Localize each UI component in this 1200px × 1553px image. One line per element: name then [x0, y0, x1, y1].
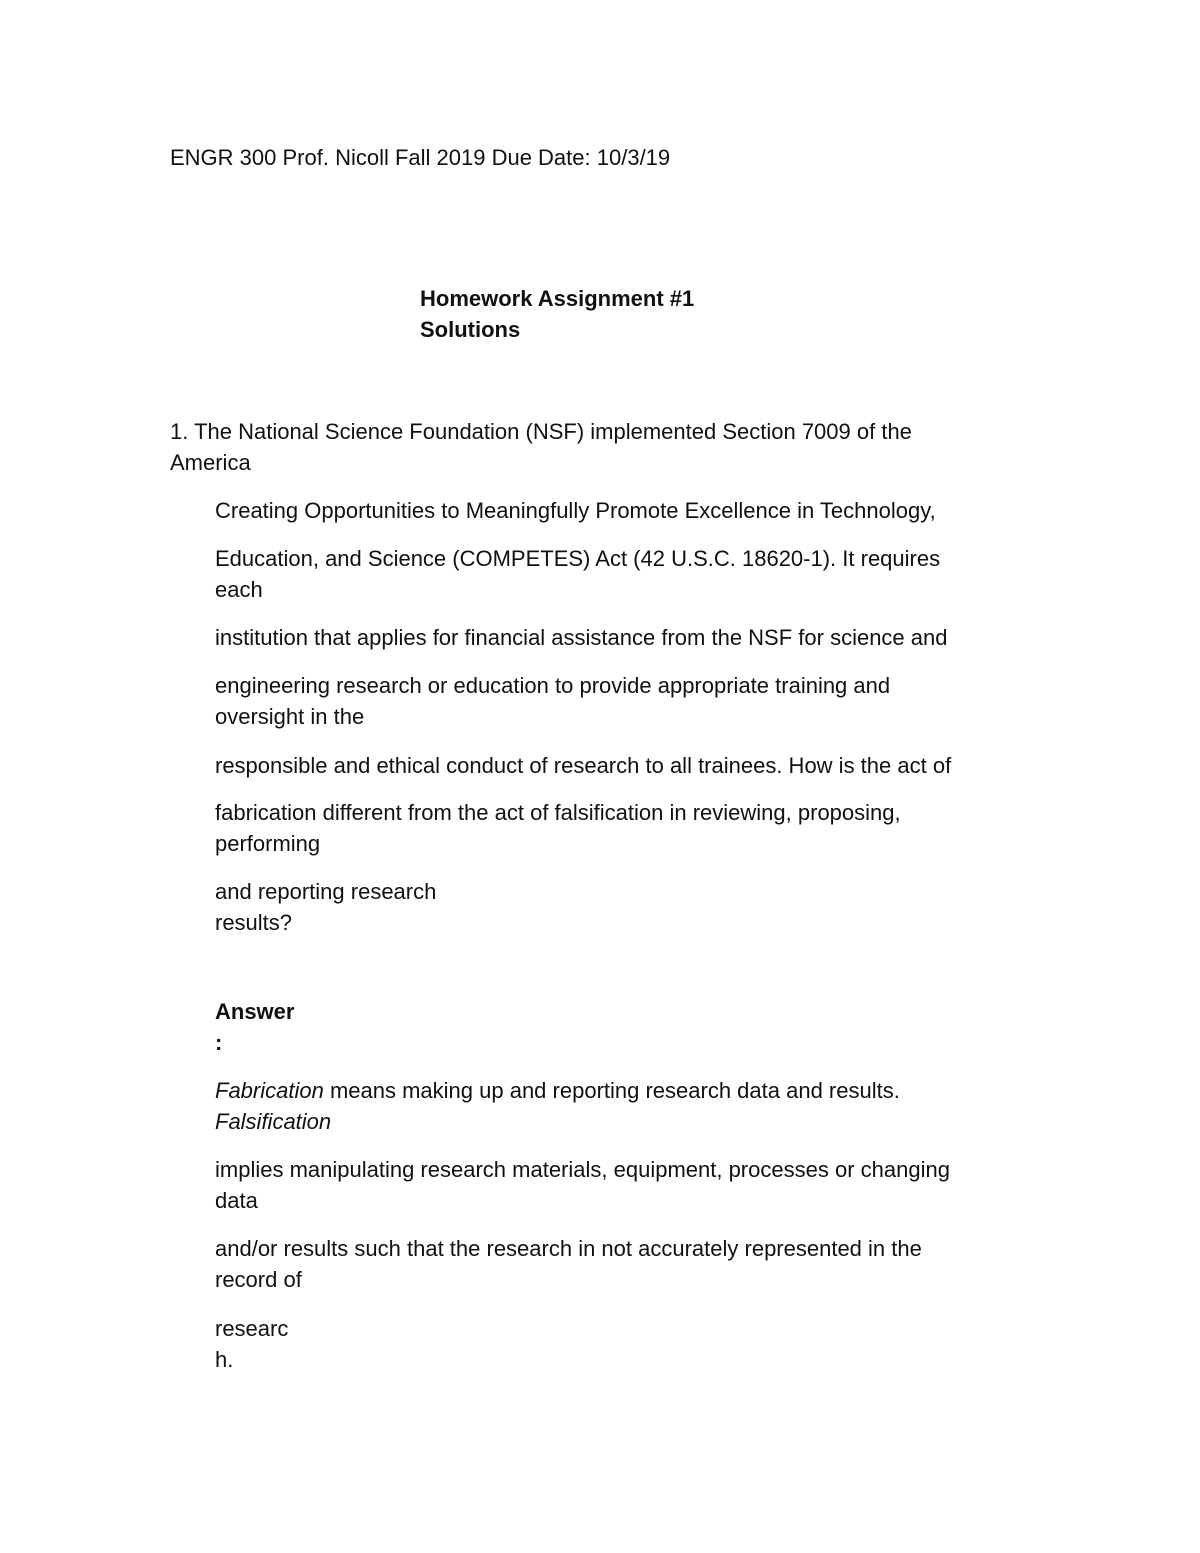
- answer-paragraph-4-line-1: researc: [215, 1316, 289, 1341]
- question-paragraph-2-line-2: each: [215, 577, 263, 602]
- answer-paragraph-4-line-2: h.: [215, 1347, 234, 1372]
- answer-paragraph-3-line-1: and/or results such that the research in not accurately represented in the: [215, 1236, 922, 1261]
- question-intro-line-2: America: [170, 450, 251, 475]
- question-paragraph-4-line-1: engineering research or education to provide appropriate training and: [215, 673, 891, 698]
- fabrication-definition: means making up and reporting research data and results.: [323, 1078, 900, 1103]
- question-paragraph-7-line-2: results?: [215, 910, 293, 935]
- answer-paragraph-2-line-2: data: [215, 1188, 258, 1213]
- question-paragraph-7-line-1: and reporting research: [215, 879, 437, 904]
- question-paragraph-2-line-1: Education, and Science (COMPETES) Act (42 U.S.C. 18620-1). It requires: [215, 546, 941, 571]
- answer-label-line-2: :: [215, 1030, 223, 1055]
- question-paragraph-1: Creating Opportunities to Meaningfully Promote Excellence in Technology,: [215, 498, 936, 523]
- title-line-1: Homework Assignment #1: [420, 286, 695, 311]
- answer-paragraph-1-line-1: [215, 1075, 900, 1106]
- answer-paragraph-1-line-2: Falsification: [215, 1109, 332, 1134]
- fabrication-term: Fabrication: [215, 1078, 324, 1103]
- question-paragraph-4-line-2: oversight in the: [215, 704, 365, 729]
- answer-paragraph-3-line-2: record of: [215, 1267, 302, 1292]
- answer-label-line-1: Answer: [215, 999, 295, 1024]
- question-paragraph-3: institution that applies for financial assistance from the NSF for science and: [215, 625, 948, 650]
- question-paragraph-6-line-2: performing: [215, 831, 321, 856]
- question-paragraph-6-line-1: fabrication different from the act of falsification in reviewing, proposing,: [215, 800, 901, 825]
- course-header: ENGR 300 Prof. Nicoll Fall 2019 Due Date: 10/3/19: [170, 145, 671, 170]
- question-paragraph-5: responsible and ethical conduct of research to all trainees. How is the act of: [215, 753, 952, 778]
- title-line-2: Solutions: [420, 317, 521, 342]
- answer-paragraph-2-line-1: implies manipulating research materials, equipment, processes or changing: [215, 1157, 950, 1182]
- question-intro-line-1: 1. The National Science Foundation (NSF) implemented Section 7009 of the: [170, 419, 912, 444]
